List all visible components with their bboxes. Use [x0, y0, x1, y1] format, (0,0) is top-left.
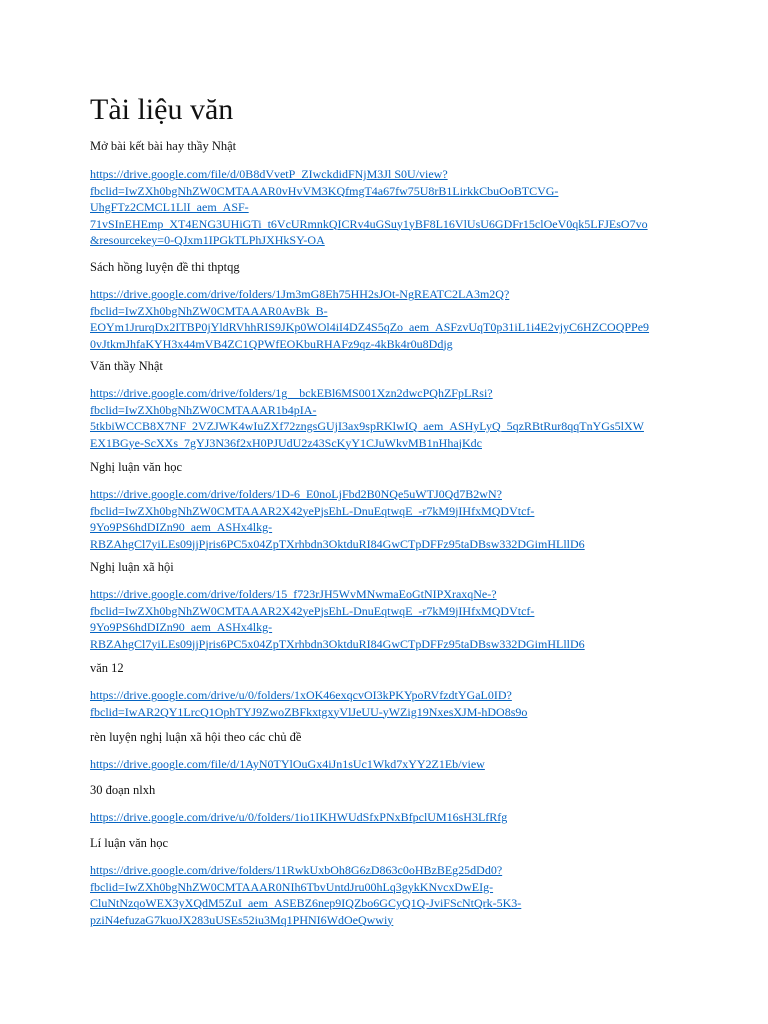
link-line[interactable]: pziN4efuzaG7kuoJX283uUSEs52iu3Mq1PHNI6WdOeQwwiy — [90, 912, 394, 927]
link-line[interactable]: 9Yo9PS6hdDIZn90_aem_ASHx4lkg- — [90, 620, 273, 634]
section-van-thay-nhat — [90, 358, 690, 451]
link-line[interactable]: https://drive.google.com/drive/folders/11RwkUxbOh8G6zD863c0oHBzBEg25dDd0? — [90, 863, 503, 877]
drive-link[interactable] — [90, 586, 690, 652]
section-heading: văn 12 — [90, 661, 124, 675]
link-line[interactable]: https://drive.google.com/drive/folders/1Jm3mG8Eh75HH2sJOt-NgREATC2LA3m2Q? — [90, 287, 510, 301]
link-line[interactable]: fbclid=IwZXh0bgNhZW0CMTAAAR2X42yePjsEhL-DnuEqtwqE_-r7kM9jIHfxMQDVtcf- — [90, 603, 535, 618]
section-mo-bai — [90, 138, 690, 249]
link-line[interactable]: RBZAhgCl7yiLEs09jjPjris6PC5x04ZpTXrhbdn3OktduRI84GwCTpDFFz95taDBsw332DGimHLllD6 — [90, 636, 585, 651]
drive-link[interactable] — [90, 862, 690, 928]
link-line[interactable]: https://drive.google.com/drive/folders/15_f723rJH5WvMNwmaEoGtNIPXraxqNe-? — [90, 587, 497, 601]
section-heading: Nghị luận văn học — [90, 460, 182, 474]
section-heading: Văn thầy Nhật — [90, 359, 163, 373]
section-heading: Nghị luận xã hội — [90, 560, 174, 574]
drive-link[interactable] — [90, 166, 690, 249]
link-line[interactable]: https://drive.google.com/drive/folders/1g__bckEBl6MS001Xzn2dwcPQhZFpLRsi? — [90, 386, 493, 400]
section-30-doan — [90, 782, 690, 826]
section-li-luan — [90, 835, 690, 928]
link-line[interactable]: fbclid=IwZXh0bgNhZW0CMTAAAR0NIh6TbvUntdJru00hLq3gykKNvcxDwEIg- — [90, 879, 494, 894]
drive-link[interactable] — [90, 756, 690, 773]
link-line[interactable]: RBZAhgCl7yiLEs09jjPjris6PC5x04ZpTXrhbdn3OktduRI84GwCTpDFFz95taDBsw332DGimHLllD6 — [90, 536, 585, 551]
section-nghi-luan-xa-hoi — [90, 559, 690, 652]
drive-link[interactable] — [90, 809, 690, 826]
link-line[interactable]: https://drive.google.com/file/d/0B8dVvetP_ZIwckdidFNjM3Jl S0U/view? — [90, 167, 448, 181]
page-title: Tài liệu văn — [90, 93, 234, 126]
section-ren-luyen — [90, 729, 690, 773]
link-line[interactable]: &resourcekey=0-QJxm1IPGkTLPhJXHkSY-OA — [90, 233, 325, 247]
link-line[interactable]: fbclid=IwZXh0bgNhZW0CMTAAAR2X42yePjsEhL-DnuEqtwqE_-r7kM9jIHfxMQDVtcf- — [90, 503, 535, 518]
drive-link[interactable] — [90, 286, 690, 352]
link-line[interactable]: CluNtNzqoWEX3yXQdM5ZuI_aem_ASEBZ6nep9IQZbo6GCyQ1Q-JviFScNtQrk-5K3- — [90, 896, 522, 910]
section-sach-hong — [90, 259, 690, 352]
section-nghi-luan-van-hoc — [90, 459, 690, 552]
drive-link[interactable] — [90, 486, 690, 552]
section-heading: Sách hồng luyện đề thi thptqg — [90, 260, 240, 274]
section-van-12 — [90, 660, 690, 720]
link-line[interactable]: 71vSInEHEmp_XT4ENG3UHiGTi_t6VcURmnkQICRv4uGSuy1yBF8L16VlUsU6GDFr15clOeV0qk5LFJEsO7vo — [90, 216, 648, 231]
drive-link[interactable] — [90, 385, 690, 451]
section-heading: Mở bài kết bài hay thầy Nhật — [90, 139, 237, 153]
link-line[interactable]: https://drive.google.com/drive/u/0/folders/1io1IKHWUdSfxPNxBfpclUM16sH3LfRfg — [90, 810, 508, 824]
link-line[interactable]: https://drive.google.com/drive/u/0/folders/1xOK46exqcvOI3kPKYpoRVfzdtYGaL0ID? — [90, 688, 512, 702]
link-line[interactable]: UhgFTz2CMCL1LlI_aem_ASF- — [90, 200, 249, 214]
section-heading: 30 đoạn nlxh — [90, 783, 156, 797]
link-line[interactable]: fbclid=IwZXh0bgNhZW0CMTAAAR1b4pIA- — [90, 402, 317, 417]
link-line[interactable]: 5tkbiWCCB8X7NF_2VZJWK4wIuZXf72zngsGUjI3ax9spRKlwIQ_aem_ASHyLyQ_5qzRBtRur8qqTnYGs5lXW — [90, 419, 644, 433]
drive-link[interactable] — [90, 687, 690, 720]
link-line[interactable]: 0vJtkmJhfaKYH3x44mVB4ZC1QPWfEOKbuRHAFz9qz-4kBk4r0u8Ddjg — [90, 336, 453, 351]
section-heading: rèn luyện nghị luận xã hội theo các chủ đề — [90, 730, 302, 744]
link-line[interactable]: 9Yo9PS6hdDIZn90_aem_ASHx4lkg- — [90, 520, 273, 534]
link-line[interactable]: EOYm1JrurqDx2ITBP0jYldRVhhRIS9JKp0WOl4iI4DZ4S5qZo_aem_ASFzvUqT0p31iL1i4E2vjyC6HZCOQPPe9 — [90, 320, 650, 334]
link-line[interactable]: fbclid=IwAR2QY1LrcQ1OphTYJ9ZwoZBFkxtgxyVlJeUU-yWZig19NxesXJM-hDO8s9o — [90, 704, 528, 719]
link-line[interactable]: fbclid=IwZXh0bgNhZW0CMTAAAR0vHvVM3KQfmgT4a67fw75U8rB1LirkkCbuOoBTCVG- — [90, 183, 559, 198]
link-line[interactable]: https://drive.google.com/file/d/1AyN0TYlOuGx4iJn1sUc1Wkd7xYY2Z1Eb/view — [90, 757, 485, 771]
link-line[interactable]: fbclid=IwZXh0bgNhZW0CMTAAAR0AvBk_B- — [90, 303, 328, 318]
link-line[interactable]: EX1BGye-ScXXs_7gYJ3N36f2xH0PJUdU2z43ScKyY1CJuWkvMB1nHhajKdc — [90, 435, 482, 450]
section-heading: Lí luận văn học — [90, 836, 169, 850]
link-line[interactable]: https://drive.google.com/drive/folders/1D-6_E0noLjFbd2B0NQe5uWTJ0Qd7B2wN? — [90, 487, 502, 501]
